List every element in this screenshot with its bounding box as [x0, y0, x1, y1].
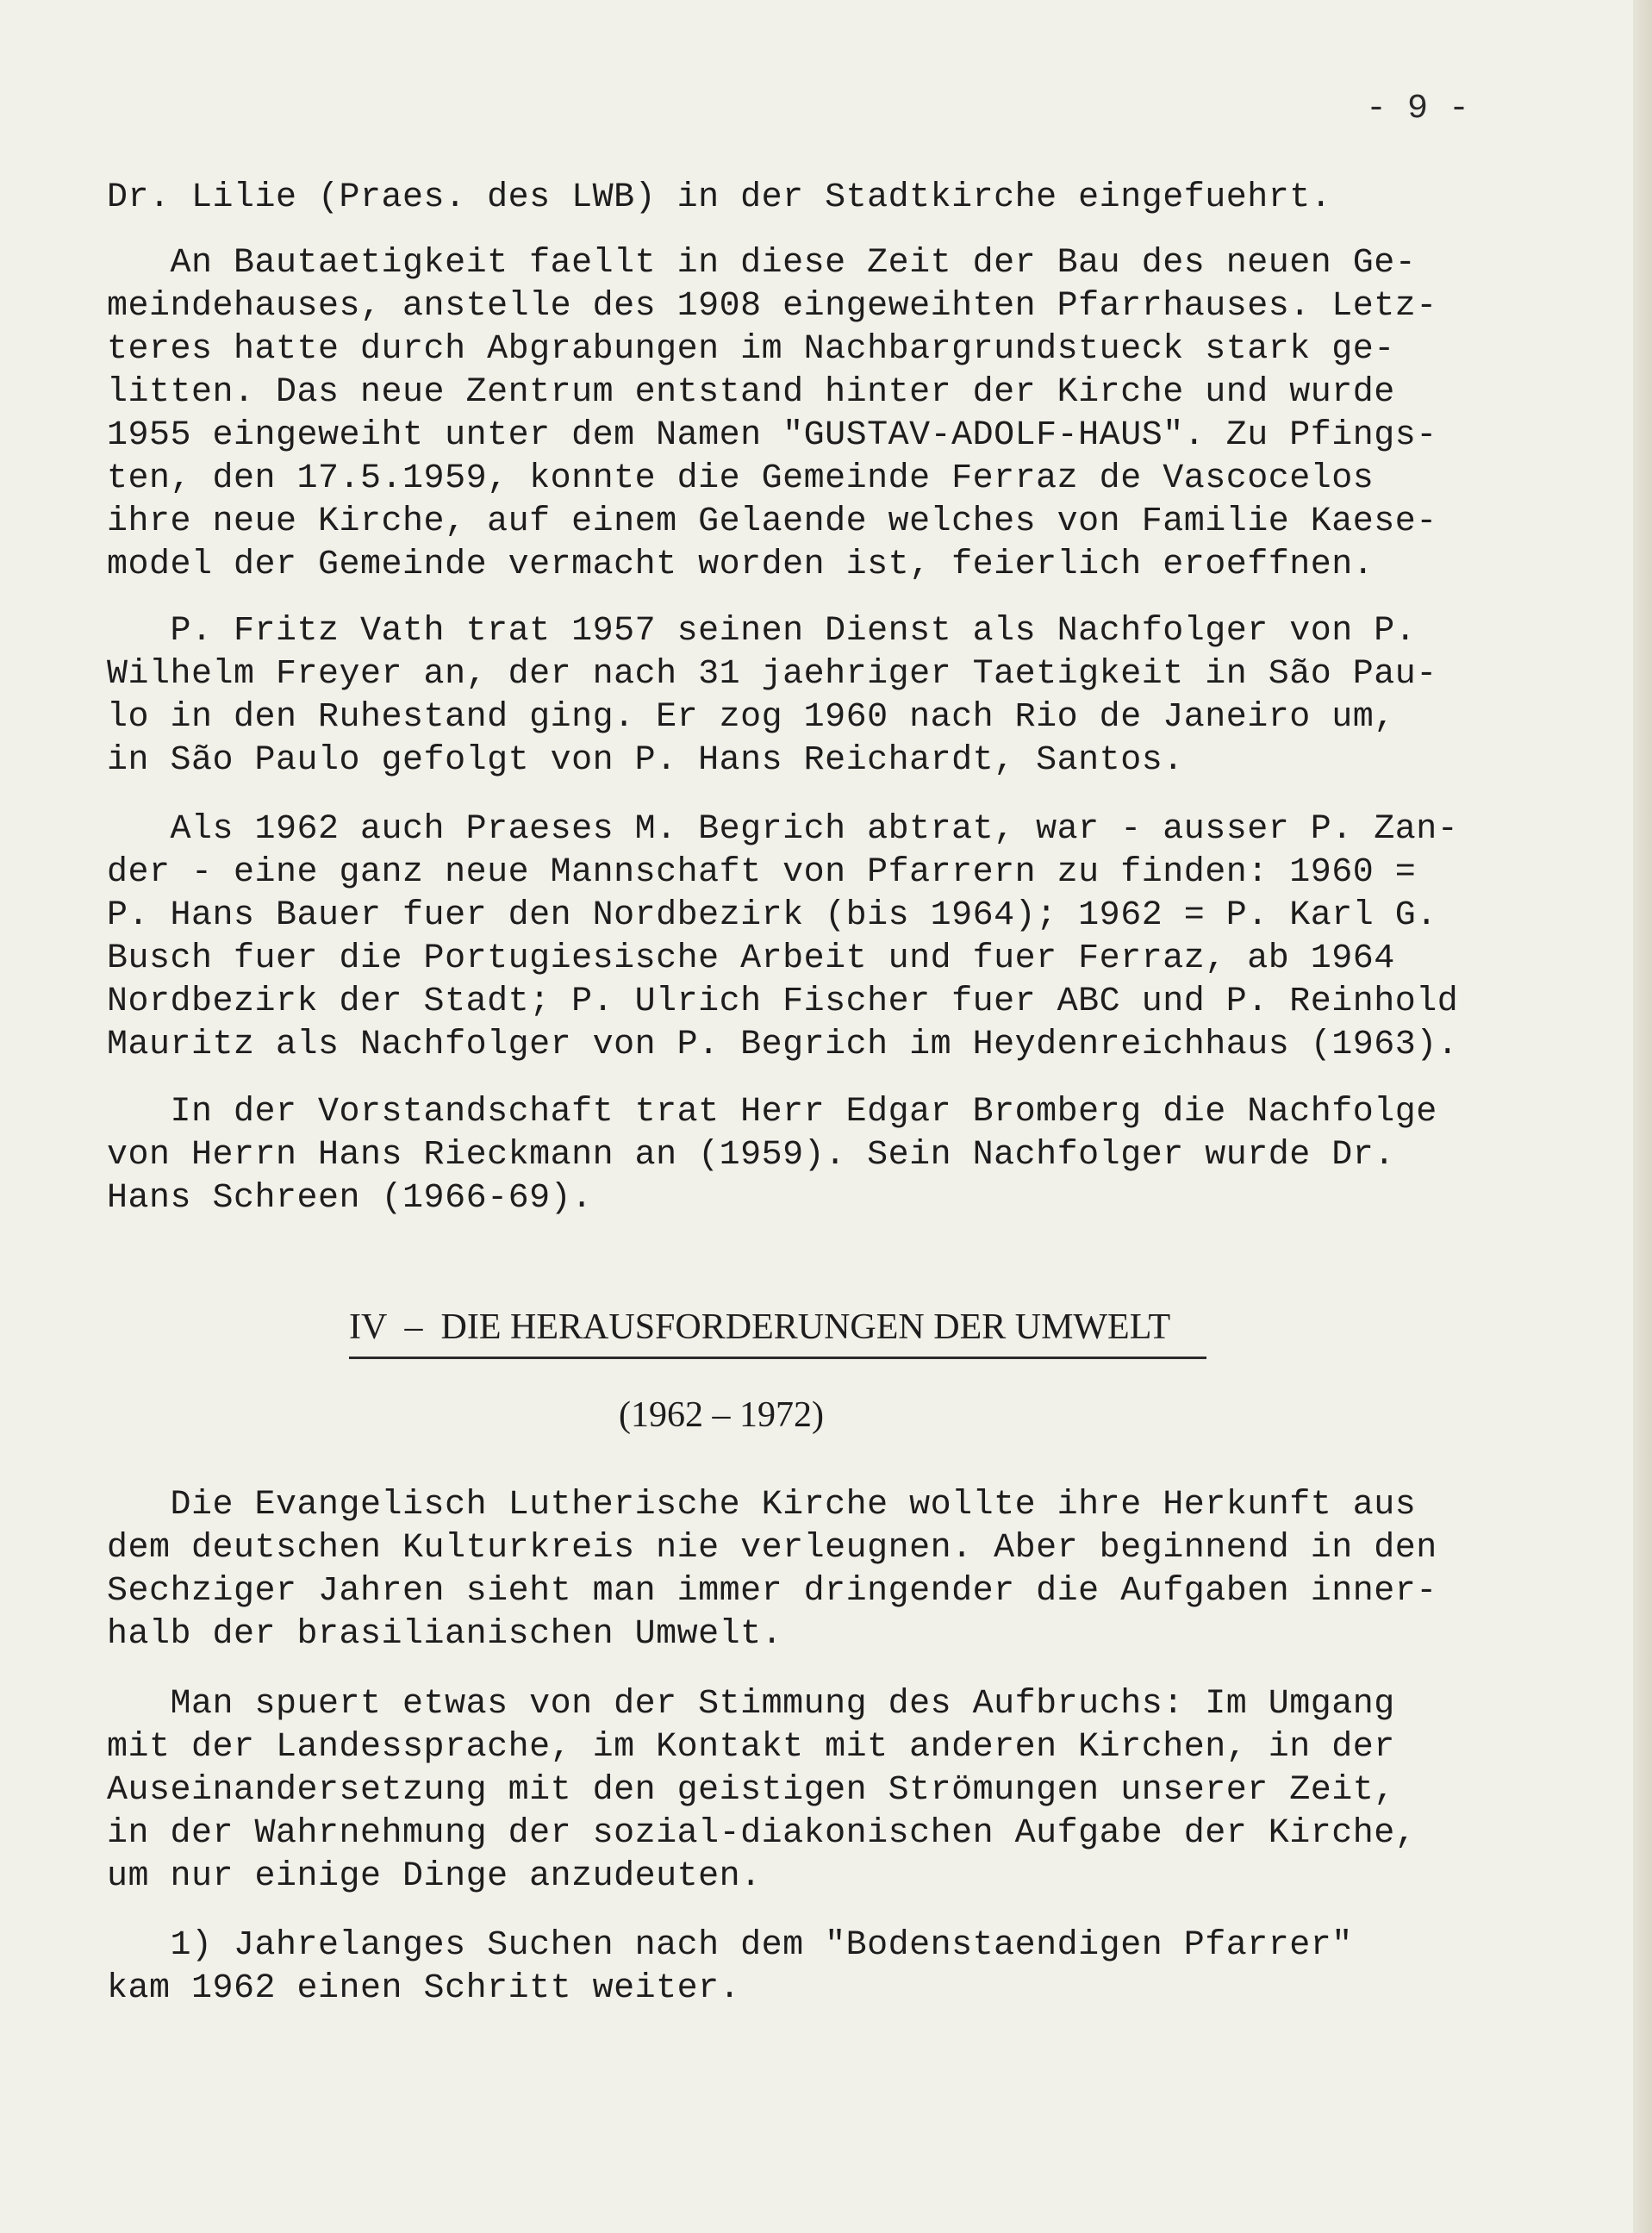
section-years: (1962 – 1972) — [619, 1395, 824, 1435]
paragraph-pfarrer-mannschaft: Als 1962 auch Praeses M. Begrich abtrat, war - ausser P. Zan- der - eine ganz neue Mannschaft von Pfarrern zu finden: 1960 = P. Hans Bauer fuer den Nordbezirk (bis 1964); 1962 = P. Karl G. Busch fuer die Portugiesische Arbeit und fuer Ferraz, ab 1964 Nordbezirk der Stadt; P. Ulrich Fischer fuer ABC und P. Reinhold Mauritz als Nachfolger von P. Begrich im Heydenreichhaus (1963). — [107, 810, 1459, 1064]
paragraph-herkunft: Die Evangelisch Lutherische Kirche wollte ihre Herkunft aus dem deutschen Kulturkreis nie verleugnen. Aber beginnend in den Sechziger Jahren sieht man immer dringender die Aufgaben inner- halb der brasilianischen Umwelt. — [107, 1486, 1437, 1654]
paragraph-aufbruch: Man spuert etwas von der Stimmung des Aufbruchs: Im Umgang mit der Landessprache, im Kontakt mit anderen Kirchen, in der Auseinandersetzung mit den geistigen Strömungen unserer Zeit, in der Wahrnehmung der sozial-diakonischen Aufgabe der Kirche, um nur einige Dinge anzudeuten. — [107, 1685, 1417, 1896]
paragraph-pfarrer-suche: 1) Jahrelanges Suchen nach dem "Bodenstaendigen Pfarrer" kam 1962 einen Schritt weiter. — [107, 1926, 1353, 2008]
paragraph-vorstandschaft: In der Vorstandschaft trat Herr Edgar Bromberg die Nachfolge von Herrn Hans Rieckmann an (1959). Sein Nachfolger wurde Dr. Hans Schreen (1966-69). — [107, 1093, 1437, 1218]
paragraph-bautaetigkeit: An Bautaetigkeit faellt in diese Zeit der Bau des neuen Ge- meindehauses, anstelle des 1908 eingeweihten Pfarrhauses. Letz- teres hatte durch Abgrabungen im Nachbargrundstueck stark ge- litten. Das neue Zentrum entstand hinter der Kirche und wurde 1955 eingeweiht unter dem Namen "GUSTAV-ADOLF-HAUS". Zu Pfings- ten, den 17.5.1959, konnte die Gemeinde Ferraz de Vascocelos ihre neue Kirche, auf einem Gelaende welches von Familie Kaese- model der Gemeinde vermacht worden ist, feierlich eroeffnen. — [107, 244, 1437, 584]
page-number: - 9 - — [1366, 90, 1470, 128]
paragraph-fritz-vath: P. Fritz Vath trat 1957 seinen Dienst als Nachfolger von P. Wilhelm Freyer an, der nach 31 jaehriger Taetigkeit in São Pau- lo in den Ruhestand ging. Er zog 1960 nach Rio de Janeiro um, in São Paulo gefolgt von P. Hans Reichardt, Santos. — [107, 612, 1437, 780]
section-heading: IV – DIE HERAUSFORDERUNGEN DER UMWELT — [349, 1307, 1171, 1347]
heading-underline — [349, 1357, 1206, 1359]
page-edge — [1633, 0, 1652, 2233]
paragraph-continuation: Dr. Lilie (Praes. des LWB) in der Stadtkirche eingefuehrt. — [107, 178, 1332, 217]
